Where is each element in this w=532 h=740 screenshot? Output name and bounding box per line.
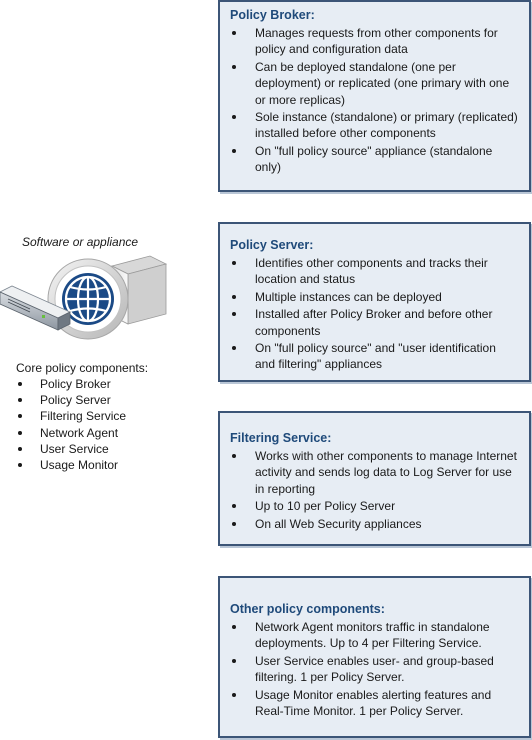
box-title: Other policy components: [230,602,385,616]
box-title: Policy Broker: [230,8,315,22]
box-title: Policy Server: [230,238,314,252]
box-list [230,25,519,176]
list-item: Sole instance (standalone) or primary (replicated) installed before other components [230,109,519,142]
policy-server-box [218,222,531,382]
list-item: Usage Monitor [16,457,126,473]
list-item: Policy Broker [16,376,126,392]
list-item: Manages requests from other components for policy and configuration data [230,25,519,58]
box-list [230,255,519,373]
list-item: On "full policy source" and "user identification and filtering" appliances [230,340,519,373]
list-item: User Service [16,441,126,457]
list-item: Works with other components to manage Internet activity and sends log data to Log Server for use in reporting [230,448,519,497]
core-components-list [16,376,126,473]
list-item: Filtering Service [16,408,126,424]
list-item: Installed after Policy Broker and before other components [230,306,519,339]
list-item: On "full policy source" appliance (standalone only) [230,143,519,176]
list-item: Can be deployed standalone (one per deployment) or replicated (one primary with one or more replicas) [230,59,519,108]
list-item: Usage Monitor enables alerting features and Real-Time Monitor. 1 per Policy Server. [230,687,519,720]
list-item: Network Agent [16,425,126,441]
list-item: Identifies other components and tracks their location and status [230,255,519,288]
filtering-service-box [218,411,531,546]
list-item: User Service enables user- and group-based filtering. 1 per Policy Server. [230,653,519,686]
box-title: Filtering Service: [230,431,332,445]
list-item: Multiple instances can be deployed [230,289,519,305]
box-list [230,448,519,532]
list-item: Policy Server [16,392,126,408]
list-item: On all Web Security appliances [230,516,519,532]
core-components-title: Core policy components: [16,361,149,375]
server-appliance-illustration [0,252,180,352]
policy-broker-box [218,0,531,192]
list-item: Up to 10 per Policy Server [230,498,519,514]
other-components-box [218,576,531,738]
list-item: Network Agent monitors traffic in standalone deployments. Up to 4 per Filtering Service. [230,619,519,652]
illustration-caption: Software or appliance [22,235,139,249]
box-list [230,619,519,719]
